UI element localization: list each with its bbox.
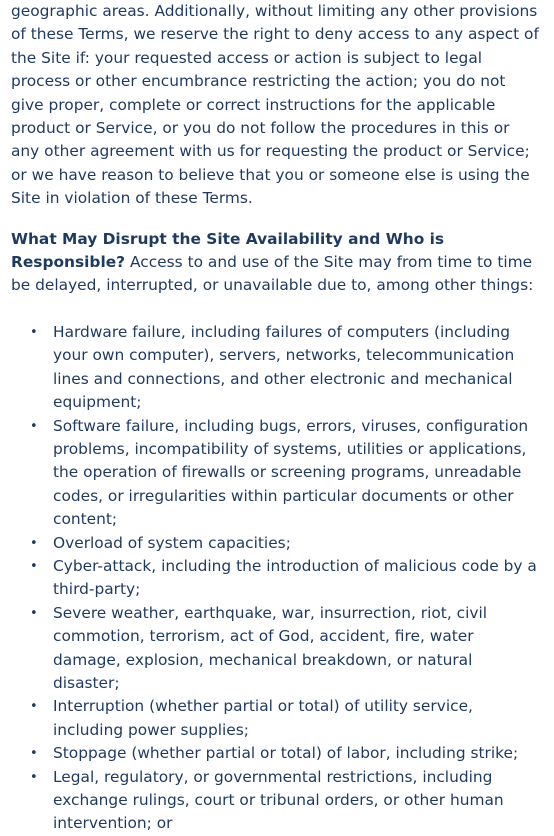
list-item: • Hardware failure, including failures of computers (including your own computer), servers, networks, telecommunication lines and connections, and other electronic and mechanical equipment; [53, 321, 540, 415]
disruption-causes-list [11, 321, 540, 836]
section-heading: What May Disrupt the Site Availability and Who is Responsible? [11, 229, 445, 272]
list-item: • Severe weather, earthquake, war, insurrection, riot, civil commotion, terrorism, act of God, accident, fire, water damage, explosion, mechanical breakdown, or natural disaster; [53, 602, 540, 696]
section-body: Access to and use of the Site may from time to time be delayed, interrupted, or unavailable due to, among other things: [11, 253, 534, 295]
availability-section-paragraph [11, 228, 540, 298]
list-item: • Cyber-attack, including the introduction of malicious code by a third-party; [53, 555, 540, 602]
list-item: • Interruption (whether partial or total) of utility service, including power supplies; [53, 695, 540, 742]
list-item: • Software failure, including bugs, errors, viruses, configuration problems, incompatibility of systems, utilities or applications, the operation of firewalls or screening programs, unreadable codes, or irregularities within particular documents or other content; [53, 415, 540, 532]
intro-paragraph: geographic areas. Additionally, without limiting any other provisions of these Terms, we reserve the right to deny access to any aspect of the Site if: your requested access or action is subject to legal process or other encumbrance restricting the action; you do not give proper, complete or correct instructions for the applicable product or Service, or you do not follow the procedures in this or any other agreement with us for requesting the product or Service; or we have reason to believe that you or someone else is using the Site in violation of these Terms. [11, 2, 539, 208]
list-item: • Stoppage (whether partial or total) of labor, including strike; [53, 742, 540, 765]
list-item: • Legal, regulatory, or governmental restrictions, including exchange rulings, court or tribunal orders, or other human intervention; or [53, 766, 540, 836]
list-item: • Overload of system capacities; [53, 532, 540, 555]
